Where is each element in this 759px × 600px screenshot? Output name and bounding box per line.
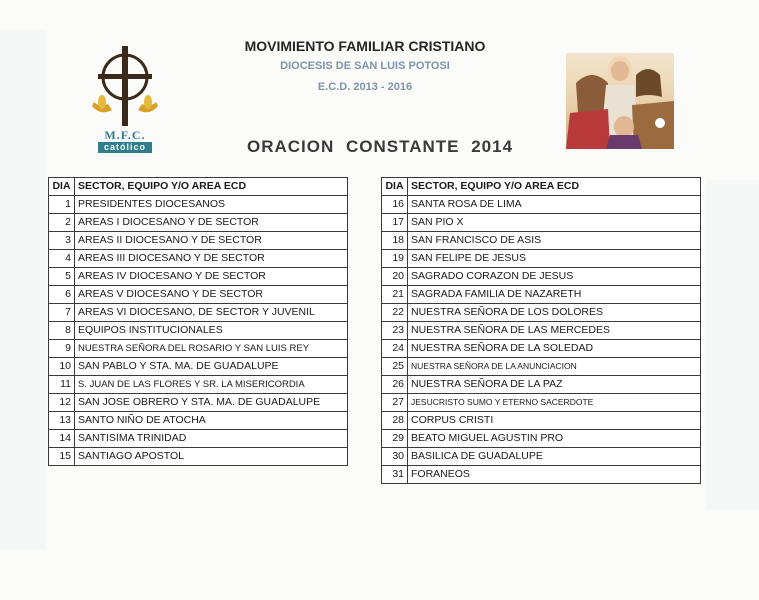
sector-cell: SAN FELIPE DE JESUS (408, 250, 701, 268)
day-cell: 23 (382, 322, 408, 340)
sector-cell: NUESTRA SEÑORA DE LOS DOLORES (408, 304, 701, 322)
sector-cell: SANTISIMA TRINIDAD (75, 430, 348, 448)
table-row (382, 250, 701, 268)
period-subtitle: E.C.D. 2013 - 2016 (317, 81, 413, 93)
day-cell: 3 (49, 232, 75, 250)
day-cell: 18 (382, 232, 408, 250)
table-row (49, 448, 348, 466)
sector-cell: SAGRADO CORAZON DE JESUS (408, 268, 701, 286)
table-header-row (49, 178, 348, 196)
sector-cell: SAN PIO X (408, 214, 701, 232)
sector-cell: AREAS VI DIOCESANO, DE SECTOR Y JUVENIL (75, 304, 348, 322)
page-heading: ORACION CONSTANTE 2014 (246, 137, 514, 156)
bleed-through-left (0, 30, 46, 550)
day-cell: 9 (49, 340, 75, 358)
table-row (49, 358, 348, 376)
sector-cell: SANTO NIÑO DE ATOCHA (75, 412, 348, 430)
day-cell: 6 (49, 286, 75, 304)
sector-cell: NUESTRA SEÑORA DE LA PAZ (408, 376, 701, 394)
sector-cell: NUESTRA SEÑORA DE LA SOLEDAD (408, 340, 701, 358)
prayer-table-right (381, 177, 701, 484)
day-cell: 19 (382, 250, 408, 268)
table-row (382, 232, 701, 250)
day-cell: 1 (49, 196, 75, 214)
day-cell: 11 (49, 376, 75, 394)
table-row (382, 196, 701, 214)
table-row (382, 358, 701, 376)
day-cell: 4 (49, 250, 75, 268)
logo-word: católico (98, 142, 152, 153)
sector-column-header: SECTOR, EQUIPO Y/O AREA ECD (408, 178, 701, 196)
sector-cell: AREAS IV DIOCESANO Y DE SECTOR (75, 268, 348, 286)
table-row (49, 214, 348, 232)
table-row (49, 322, 348, 340)
table-row (382, 322, 701, 340)
table-header-row (382, 178, 701, 196)
day-column-header: DIA (382, 178, 408, 196)
mfc-logo (86, 44, 164, 154)
sector-cell: PRESIDENTES DIOCESANOS (75, 196, 348, 214)
table-row (382, 304, 701, 322)
day-cell: 2 (49, 214, 75, 232)
day-column-header: DIA (49, 178, 75, 196)
sector-cell: S. JUAN DE LAS FLORES Y SR. LA MISERICORDIA (75, 376, 348, 394)
diocese-subtitle: DIOCESIS DE SAN LUIS POTOSI (280, 60, 450, 72)
day-cell: 31 (382, 466, 408, 484)
sector-cell: JESUCRISTO SUMO Y ETERNO SACERDOTE (408, 394, 701, 412)
sector-cell: AREAS II DIOCESANO Y DE SECTOR (75, 232, 348, 250)
bleed-through-right (706, 180, 759, 510)
logo-initials: M.F.C. (104, 128, 146, 142)
table-row (382, 412, 701, 430)
day-cell: 16 (382, 196, 408, 214)
day-cell: 14 (49, 430, 75, 448)
sector-cell: NUESTRA SEÑORA DE LAS MERCEDES (408, 322, 701, 340)
day-cell: 25 (382, 358, 408, 376)
table-row (382, 466, 701, 484)
sector-cell: SAN JOSE OBRERO Y STA. MA. DE GUADALUPE (75, 394, 348, 412)
table-row (49, 340, 348, 358)
day-cell: 29 (382, 430, 408, 448)
table-row (382, 340, 701, 358)
org-title: MOVIMIENTO FAMILIAR CRISTIANO (244, 38, 486, 54)
table-row (382, 376, 701, 394)
day-cell: 20 (382, 268, 408, 286)
day-cell: 30 (382, 448, 408, 466)
table-row (49, 196, 348, 214)
day-cell: 21 (382, 286, 408, 304)
sector-cell: BASILICA DE GUADALUPE (408, 448, 701, 466)
table-row (382, 430, 701, 448)
day-cell: 24 (382, 340, 408, 358)
sector-cell: AREAS III DIOCESANO Y DE SECTOR (75, 250, 348, 268)
day-cell: 17 (382, 214, 408, 232)
sector-cell: BEATO MIGUEL AGUSTIN PRO (408, 430, 701, 448)
sector-cell: NUESTRA SEÑORA DE LA ANUNCIACION (408, 358, 701, 376)
prayer-table-left (48, 177, 348, 466)
day-cell: 12 (49, 394, 75, 412)
sector-cell: SANTIAGO APOSTOL (75, 448, 348, 466)
table-row (49, 376, 348, 394)
table-row (382, 448, 701, 466)
sector-cell: EQUIPOS INSTITUCIONALES (75, 322, 348, 340)
table-row (382, 394, 701, 412)
table-row (49, 394, 348, 412)
sector-cell: AREAS I DIOCESANO Y DE SECTOR (75, 214, 348, 232)
sector-cell: SANTA ROSA DE LIMA (408, 196, 701, 214)
sector-cell: CORPUS CRISTI (408, 412, 701, 430)
table-row (49, 286, 348, 304)
table-row (382, 214, 701, 232)
day-cell: 26 (382, 376, 408, 394)
table-row (49, 412, 348, 430)
day-cell: 10 (49, 358, 75, 376)
table-row (49, 250, 348, 268)
day-cell: 27 (382, 394, 408, 412)
cross-with-lamps-icon (86, 44, 164, 134)
table-row (49, 268, 348, 286)
day-cell: 5 (49, 268, 75, 286)
table-row (49, 304, 348, 322)
table-row (49, 232, 348, 250)
day-cell: 22 (382, 304, 408, 322)
table-row (382, 286, 701, 304)
day-cell: 7 (49, 304, 75, 322)
sector-cell: NUESTRA SEÑORA DEL ROSARIO Y SAN LUIS REY (75, 340, 348, 358)
sector-cell: SAN FRANCISCO DE ASIS (408, 232, 701, 250)
day-cell: 13 (49, 412, 75, 430)
day-cell: 15 (49, 448, 75, 466)
sector-column-header: SECTOR, EQUIPO Y/O AREA ECD (75, 178, 348, 196)
sector-cell: FORANEOS (408, 466, 701, 484)
day-cell: 8 (49, 322, 75, 340)
holy-family-image (566, 53, 674, 149)
sector-cell: SAN PABLO Y STA. MA. DE GUADALUPE (75, 358, 348, 376)
table-row (49, 430, 348, 448)
sector-cell: AREAS V DIOCESANO Y DE SECTOR (75, 286, 348, 304)
day-cell: 28 (382, 412, 408, 430)
table-row (382, 268, 701, 286)
sector-cell: SAGRADA FAMILIA DE NAZARETH (408, 286, 701, 304)
